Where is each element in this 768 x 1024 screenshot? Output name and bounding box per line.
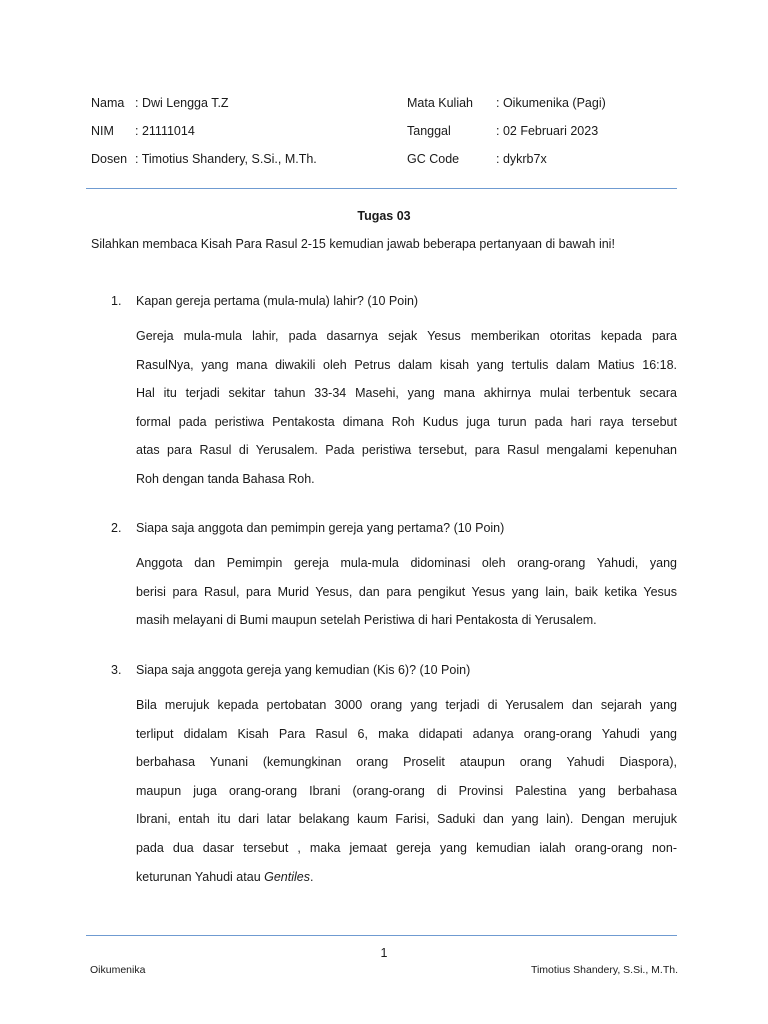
date-value: : 02 Februari 2023 bbox=[496, 124, 599, 138]
answer-text bbox=[136, 322, 677, 494]
answer-line: Anggota dan Pemimpin gereja mula-mula didominasi oleh orang-orang Yahudi, yang bbox=[136, 556, 677, 570]
footer-course: Oikumenika bbox=[90, 964, 146, 976]
header-divider bbox=[86, 188, 677, 189]
footer-lecturer: Timotius Shandery, S.Si., M.Th. bbox=[530, 964, 678, 976]
answer-line-last bbox=[136, 863, 677, 892]
question-text: Siapa saja anggota gereja yang kemudian (Kis 6)? (10 Poin) bbox=[136, 663, 471, 677]
answer-line: Hal itu terjadi sekitar tahun 33-34 Masehi, yang mana akhirnya mulai terbentuk secara bbox=[136, 386, 677, 401]
answer-text bbox=[136, 691, 677, 891]
name-label: Nama bbox=[91, 96, 125, 110]
page-number: 1 bbox=[380, 946, 388, 960]
question-number: 3. bbox=[111, 663, 122, 677]
answer-text bbox=[136, 549, 677, 635]
gc-code-value: : dykrb7x bbox=[496, 152, 547, 166]
italic-term: Gentiles bbox=[264, 869, 310, 884]
answer-period: . bbox=[309, 869, 314, 884]
course-value: : Oikumenika (Pagi) bbox=[496, 96, 606, 110]
footer-divider bbox=[86, 935, 677, 936]
question-number: 2. bbox=[111, 521, 122, 535]
answer-line: maupun juga orang-orang Ibrani (orang-orang di Provinsi Palestina yang berbahasa bbox=[136, 783, 677, 798]
lecturer-label: Dosen bbox=[91, 152, 128, 166]
answer-line: Gereja mula-mula lahir, pada dasarnya sejak Yesus memberikan otoritas kepada para bbox=[136, 329, 677, 343]
answer-line: atas para Rasul di Yerusalem. Pada peristiwa tersebut, para Rasul mengalami kepenuhan bbox=[136, 443, 677, 458]
gc-code-label: GC Code bbox=[407, 152, 460, 166]
answer-line: Ibrani, entah itu dari latar belakang kaum Farisi, Saduki dan yang lain). Dengan merujuk bbox=[136, 812, 677, 827]
nim-value: : 21111014 bbox=[135, 124, 195, 138]
answer-line: formal pada peristiwa Pentakosta dimana Roh Kudus juga turun pada hari raya tersebut bbox=[136, 414, 677, 429]
question-text: Siapa saja anggota dan pemimpin gereja yang pertama? (10 Poin) bbox=[136, 521, 505, 535]
answer-line: masih melayani di Bumi maupun setelah Peristiwa di hari Pentakosta di Yerusalem. bbox=[136, 613, 597, 628]
lecturer-value: : Timotius Shandery, S.Si., M.Th. bbox=[135, 152, 317, 166]
answer-line: berbahasa Yunani (kemungkinan orang Proselit ataupun orang Yahudi Diaspora), bbox=[136, 755, 677, 770]
answer-line: Bila merujuk kepada pertobatan 3000 orang yang terjadi di Yerusalem dan sejarah yang bbox=[136, 698, 677, 712]
answer-line: berisi para Rasul, para Murid Yesus, dan para pengikut Yesus yang lain, baik ketika Yesus bbox=[136, 584, 677, 599]
assignment-title: Tugas 03 bbox=[357, 209, 411, 223]
answer-line: terliput didalam Kisah Para Rasul 6, maka didapati adanya orang-orang Yahudi yang bbox=[136, 726, 677, 741]
date-label: Tanggal bbox=[407, 124, 451, 138]
answer-line: Roh dengan tanda Bahasa Roh. bbox=[136, 471, 315, 486]
question-text: Kapan gereja pertama (mula-mula) lahir? (10 Poin) bbox=[136, 294, 419, 308]
assignment-instructions: Silahkan membaca Kisah Para Rasul 2-15 kemudian jawab beberapa pertanyaan di bawah ini! bbox=[91, 237, 615, 251]
answer-line: RasulNya, yang mana diwakili oleh Petrus dalam kisah yang tertulis dalam Matius 16:18. bbox=[136, 357, 677, 372]
question-number: 1. bbox=[111, 294, 122, 308]
nim-label: NIM bbox=[91, 124, 114, 138]
name-value: : Dwi Lengga T.Z bbox=[135, 96, 229, 110]
answer-line: keturunan Yahudi atau bbox=[136, 869, 265, 884]
answer-line: pada dua dasar tersebut , maka jemaat gereja yang kemudian ialah orang-orang non- bbox=[136, 840, 677, 855]
course-label: Mata Kuliah bbox=[407, 96, 474, 110]
